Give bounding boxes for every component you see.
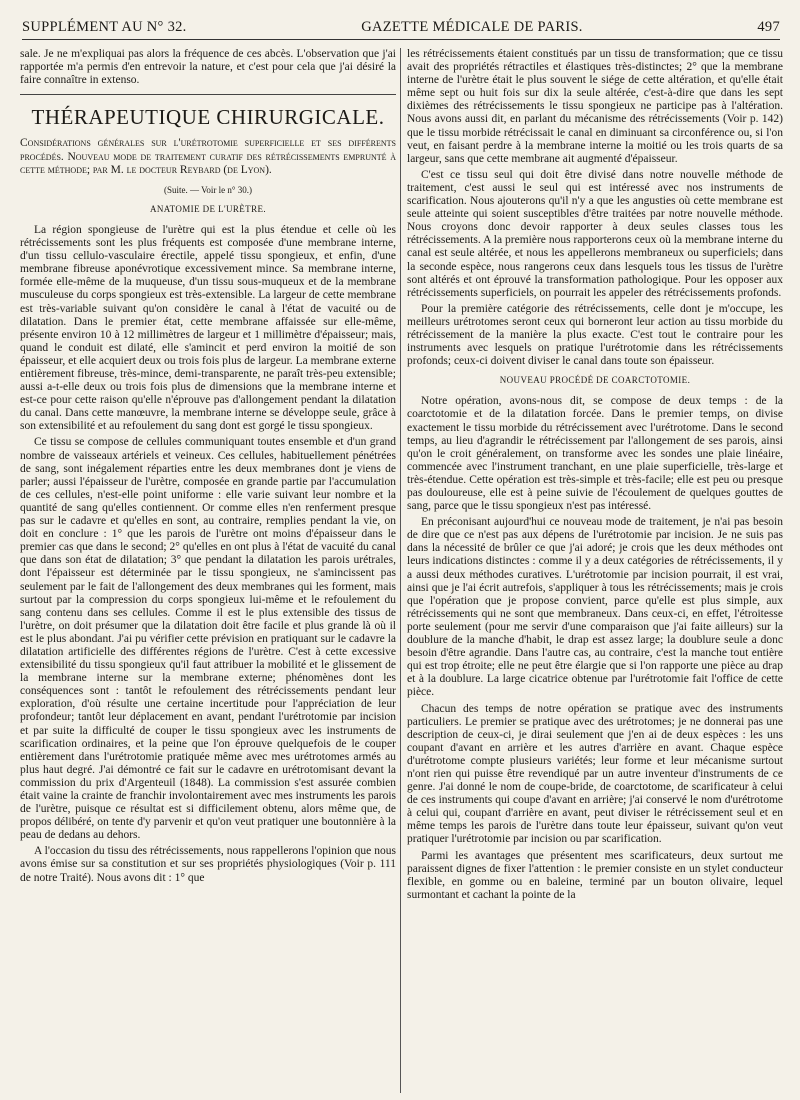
body-paragraph: A l'occasion du tissu des rétrécissements, nous rappellerons l'opinion que nous avons émise sur sa constitution et sur ses propriétés physiologiques (Voir p. 111 de notre Traité). Nous avons dit : 1° que [20,845,396,884]
body-paragraph: Notre opération, avons-nous dit, se compose de deux temps : de la coarctotomie et de la dilatation forcée. Dans le premier temps, on divise exactement le tissu morbide du rétrécissement avec l'urétrotome. Dans le second temps, au lieu d'agrandir le rétrécissement par l'allongement de ses parois, ainsi qu'on le croit généralement, on transforme avec les sondes une plaie linéaire, commencée avec l'instrument tranchant, en une plaie superficielle, très-large et très-étendue. Cette opération est très-simple et très-facile; elle est peu ou presque pas douloureuse, elle est à peine suivie de l'écoulement de quelques gouttes de sang, parce que le tissu spongieux n'est pas intéressé. [407,395,783,513]
right-column [407,48,783,1093]
left-column [20,48,396,1093]
body-paragraph: Ce tissu se compose de cellules communiquant toutes ensemble et d'un grand nombre de vaisseaux artériels et veineux. Ces cellules, habituellement pénétrées de sang, sont inégalement réparties entre les deux membranes dont je viens de parler; aussi l'épaisseur de l'urètre, composée en grande partie par l'accumulation de ces cellules, n'est-elle point uniforme : elle varie suivant leur nombre et la quantité de sang qu'elles contiennent. Or comme elles n'en renferment presque pas sur le cadavre et qu'elles en sont, au contraire, remplies pendant la vie, on doit en conclure : 1° que les parois de l'urètre ont moins d'épaisseur dans le premier cas que dans le second; 2° qu'elles en ont plus à l'état de vacuité du canal que dans son état de dilatation; 3° que pendant la dilatation les parois urétrales, dont l'épaisseur est déterminée par le tissu spongieux, ne s'amincissent pas seulement par le fait de l'allongement des deux membranes qui les forment, mais surtout par la compression du corps spongieux lui-même et le refoulement du sang contenu dans ses cellules. Comme il est le plus extensible des tissus de l'urètre, on doit présumer que la dilatation doit être facile et plus grande là où il est le plus abondant. J'ai pu vérifier cette prévision en pratiquant sur le cadavre la dilatation artificielle des différentes régions de l'urètre. C'est à cette excessive extensibilité du tissu spongieux qu'il faut attribuer la mobilité et le glissement de la membrane interne sur la membrane externe; phénomènes dont les conséquences sont : tantôt le refoulement des rétrécissements pendant leur exploration, d'où résulte une certaine incertitude pour l'appréciation de leur profondeur; tantôt leur déplacement en avant, pendant l'urétrotomie par incision et par suite la difficulté de couper le tissu spongieux avec les instruments de scarification ordinaires, et la peine que l'on éprouve quelquefois de le couper entièrement dans l'urétrotomie pratiquée même avec mes urétrotomes armés au plus haut degré. J'ai démontré ce fait sur le cadavre en urétrotomisant devant la commission du prix d'Argenteuil (1848). La commission s'est assurée combien était vaine la crainte de franchir involontairement avec mes instruments les parois de l'urètre, puisque ce résultat est si difficilement obtenu, alors même que, de propos délibéré, on tente d'y parvenir et qu'on veut pratiquer une boutonnière à la peau de dedans au dehors. [20,436,396,842]
body-paragraph: Parmi les avantages que présentent mes scarificateurs, deux surtout me paraissent dignes de fixer l'attention : le premier consiste en un stylet conducteur flexible, en gomme ou en baleine, terminé par un bouton olivaire, lequel surmontant et cachant la pointe de la [407,849,783,901]
body-paragraph: C'est ce tissu seul qui doit être divisé dans notre nouvelle méthode de traitement, c'est aussi le seul qui est intéressé avec nos instruments de scarification. Nous ajouterons qu'il n'y a que les angusties où cette membrane est seule atteinte qui soient susceptibles d'être traitées par notre nouvelle méthode. Nous croyons donc devoir rapporter à deux seules classes tous les rétrécissements. A la première nous rapporterons ceux où la membrane interne du canal est seule altérée, et nous les appellerons membraneux ou superficiels; dans la seconde espèce, nous rangerons ceux dans lesquels tous les tissus de l'urètre sont altérés et ont éprouvé la transformation pathologique. Pour les opposer aux rétrécissements superficiels, on pourrait les appeler des rétrécissements profonds. [407,168,783,299]
continued-paragraph: sale. Je ne m'expliquai pas alors la fréquence de ces abcès. L'observation que j'ai rapportée m'a permis d'en entrevoir la nature, et c'est pour cela que j'ai désiré la faire connaître in extenso. [20,48,396,87]
body-paragraph: Chacun des temps de notre opération se pratique avec des instruments particuliers. Le premier se pratique avec des urétrotomes; je ne donnerai pas une description de ceux-ci, je dirai seulement que j'en ai de deux espèces : les uns coupant d'avant en arrière et les autres d'arrière en avant. Chaque espèce d'urétrotome compte plusieurs variétés; leur forme et leur mécanisme surtout n'ont rien qui puisse être revendiqué par un autre inventeur d'instruments de ce genre. J'ai donné le nom de coupe-bride, de coarctotome, de scarificateur à celui de ces instruments qui coupe d'avant en arrière; j'ai conservé le nom d'urétrotome à celui qui, coupant d'arrière en avant, peut diviser le rétrécissement seul et en même temps les parois de l'urètre dans toute leur épaisseur, suivant qu'on veut pratiquer l'urétrotomie par incision ou par scarification. [407,702,783,846]
running-header [22,14,780,40]
body-paragraph: les rétrécissements étaient constitués par un tissu de transformation; que ce tissu avait des propriétés rétractiles et élastiques très-distinctes; 2° que la membrane interne de l'urètre était le plus souvent le siége de cette altération, et qu'elle était même sept ou huit fois sur dix la seule altérée, c'est-à-dire que dans les sept dixièmes des rétrécissements le tissu spongieux ne participe pas à l'altération. Nous avons aussi dit, en parlant du mécanisme des rétrécissements (Voir p. 142) que le tissu morbide rétrécissait le canal en diminuant sa circonférence ou, si l'on veut, en faisant perdre à la membrane interne la moitié ou les trois quarts de sa largeur, sans que cette membrane ait augmenté d'épaisseur. [407,48,783,165]
section-title: THÉRAPEUTIQUE CHIRURGICALE. [31,105,385,130]
column-divider [400,48,401,1093]
body-paragraph: La région spongieuse de l'urètre qui est la plus étendue et celle où les rétrécissements sont les plus fréquents est composée d'une membrane interne, d'un tissu cellulo-vasculaire érectile, appelé tissu spongieux, et enfin, d'une membrane fibreuse aponévrotique excessivement mince. Sa membrane interne, formée elle-même de la muqueuse, d'un tissu sous-muqueux et de la membrane musculeuse du corps spongieux est très-extensible. La largeur de cette membrane est très-variable suivant qu'on considère le canal à l'état de vacuité ou de dilatation. Dans le premier état, cette membrane affaissée sur elle-même, présente environ 10 à 12 millimètres de largeur et 1 millimètre d'épaisseur; mais, quand le conduit est dilaté, elle s'amincit et perd environ la moitié de son épaisseur, et elle acquiert deux ou trois fois plus de largeur. La membrane externe entièrement fibreuse, très-mince, demi-transparente, ne paraît très-peu extensible; aussi a-t-elle deux ou trois fois plus de dimensions que la membrane interne et est-ce pour cette raison qu'elle n'éprouve pas d'allongement pendant la dilatation du canal. Dans cette manœuvre, la membrane interne se développe seule, grâce à son extensibilité et au refoulement du sang dont est gorgé le tissu spongieux. [20,223,396,433]
header-journal-title: GAZETTE MÉDICALE DE PARIS. [361,18,583,35]
header-rule [22,39,780,40]
page-number: 497 [757,18,780,35]
section-rule [20,94,396,95]
continuation-note: (Suite. — Voir le n° 30.) [163,184,252,195]
body-paragraph: En préconisant aujourd'hui ce nouveau mode de traitement, je n'ai pas besoin de dire que ce n'est pas aux dépens de l'urétrotomie par incision. Je ne suis pas dans la nécessité de brûler ce que j'ai adoré; je crois que les deux méthodes ont leurs indications distinctes : comme il y a deux catégories de rétrécissements, il y a aussi deux méthodes curatives. L'urétrotomie par incision pourrait, il est vrai, ainsi que je l'ai écrit autrefois, s'appliquer à tous les rétrécissements; mais je crois que l'opération que je propose convient, parce qu'elle est plus simple, aux rétrécissements qui ne sont que membraneux. Dans ceux-ci, en effet, l'étroitesse porte seulement (pour me servir d'une comparaison que j'ai faite ailleurs) sur la doublure de la manche d'habit, le drap est assez large; la doublure seule a donc besoin d'être agrandie. Dans l'autre cas, au contraire, c'est la manche tout entière qui est trop étroite; elle ne peut être élargie que si l'on rapporte une pièce au drap et à la doublure. La large cicatrice obtenue par l'urétrotomie fait l'office de cette pièce. [407,516,783,699]
article-title: Considérations générales sur l'urétrotomie superficielle et ses différents procédés. Nouveau mode de traitement curatif des rétrécissements emprunté à cette méthode; par M. le docteur Reybard (de Lyon). [20,137,396,177]
body-paragraph: Pour la première catégorie des rétrécissements, celle dont je m'occupe, les meilleurs urétrotomes seront ceux qui borneront leur action au tissu morbide du rétrécissement de la manière la plus exacte. C'est tout le contraire pour les instruments avec lesquels on pratique l'urétrotomie dans les rétrécissements profonds; ceux-ci doivent diviser le canal dans toute son épaisseur. [407,302,783,368]
header-supplement: SUPPLÉMENT AU N° 32. [22,18,187,35]
anatomy-heading: ANATOMIE DE L'URÈTRE. [149,203,267,214]
method-heading: NOUVEAU PROCÉDÉ DE COARCTOTOMIE. [499,375,691,386]
